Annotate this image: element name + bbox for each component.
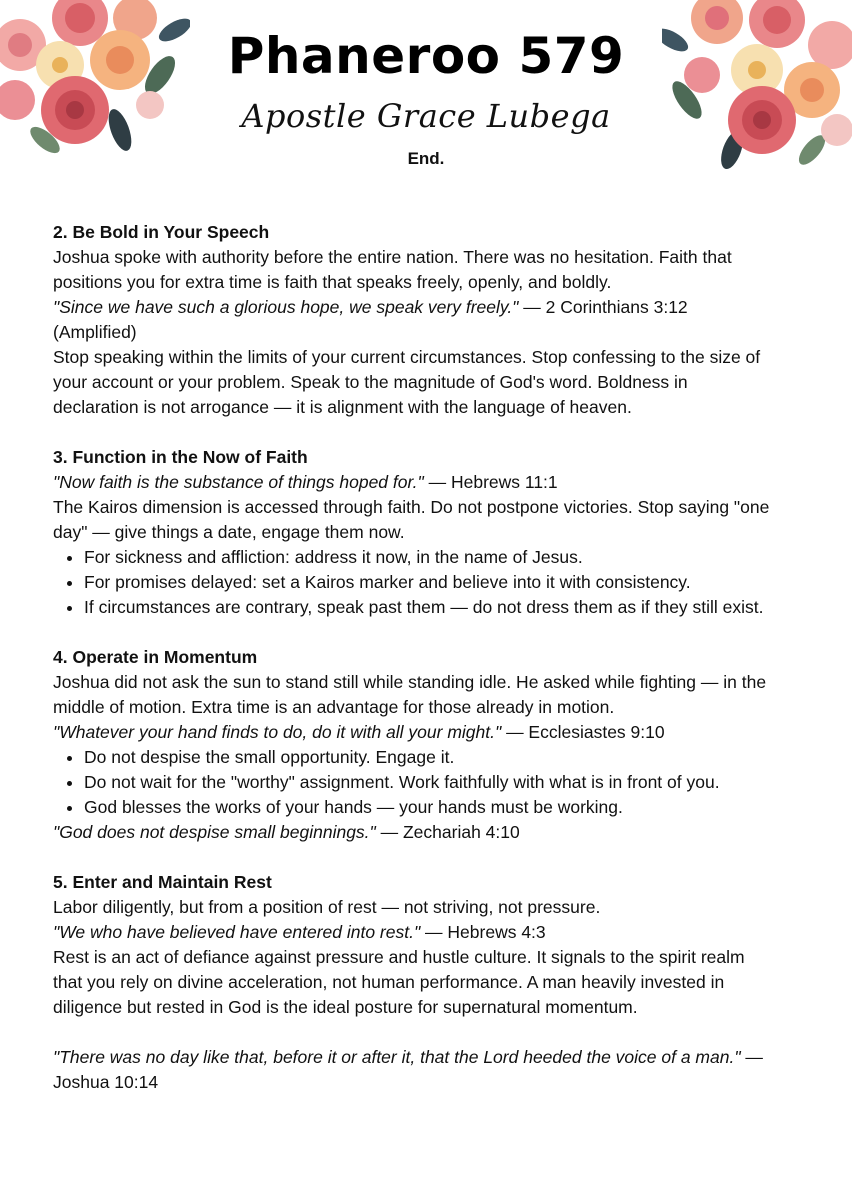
scripture-line	[53, 820, 773, 845]
bullet-list	[53, 745, 773, 820]
scripture-reference: — Zechariah 4:10	[375, 822, 520, 842]
list-item: • If circumstances are contrary, speak past them — do not dress them as if they still exist.	[84, 595, 773, 620]
scripture-reference: — Ecclesiastes 9:10	[501, 722, 665, 742]
author-signature: Apostle Grace Lubega	[241, 97, 611, 135]
scripture-line	[53, 920, 773, 945]
section-rest	[53, 870, 773, 1020]
section-now-of-faith	[53, 445, 773, 620]
section-heading: 2. Be Bold in Your Speech	[53, 222, 270, 242]
end-label: End.	[407, 149, 445, 168]
scripture-quote: "We who have believed have entered into rest."	[53, 922, 421, 942]
list-item: • Do not wait for the "worthy" assignment. Work faithfully with what is in front of you.	[84, 770, 773, 795]
scripture-quote: "Whatever your hand finds to do, do it with all your might."	[53, 722, 502, 742]
scripture-quote: "Now faith is the substance of things hoped for."	[53, 472, 424, 492]
header	[0, 26, 852, 170]
scripture-quote: "God does not despise small beginnings."	[53, 822, 376, 842]
paragraph: Stop speaking within the limits of your current circumstances. Stop confessing to the size of your account or your problem. Speak to the magnitude of God's word. Boldness in declaration is not arrogance — it is alignment with the language of heaven.	[53, 347, 761, 417]
document-body	[53, 220, 773, 1095]
section-bold-speech	[53, 220, 773, 420]
scripture-line	[53, 720, 773, 745]
list-item: • Do not despise the small opportunity. Engage it.	[84, 745, 773, 770]
scripture-line	[53, 470, 773, 495]
paragraph: The Kairos dimension is accessed through faith. Do not postpone victories. Stop saying "one day" — give things a date, engage them now.	[53, 497, 770, 542]
closing-scripture	[53, 1045, 773, 1095]
scripture-line	[53, 295, 773, 345]
scripture-reference: — Hebrews 4:3	[420, 922, 546, 942]
page-title: Phaneroo 579	[227, 27, 625, 85]
scripture-quote: "There was no day like that, before it or after it, that the Lord heeded the voice of a man."	[53, 1047, 741, 1067]
paragraph: Joshua spoke with authority before the entire nation. There was no hesitation. Faith that positions you for extra time is faith that speaks freely, openly, and boldly.	[53, 247, 732, 292]
paragraph: Labor diligently, but from a position of rest — not striving, not pressure.	[53, 897, 601, 917]
paragraph: Rest is an act of defiance against pressure and hustle culture. It signals to the spirit realm that you rely on divine acceleration, not human performance. A man heavily invested in diligence but rested in God is the ideal posture for supernatural momentum.	[53, 947, 745, 1017]
section-heading: 5. Enter and Maintain Rest	[53, 872, 272, 892]
scripture-quote: "Since we have such a glorious hope, we speak very freely."	[53, 297, 519, 317]
scripture-reference: — Hebrews 11:1	[423, 472, 558, 492]
list-item: • God blesses the works of your hands — your hands must be working.	[84, 795, 773, 820]
scripture-reference: — Joshua 10:14	[53, 1047, 763, 1092]
list-item: • For sickness and affliction: address it now, in the name of Jesus.	[84, 545, 773, 570]
scripture-reference: — 2 Corinthians 3:12 (Amplified)	[53, 297, 688, 342]
paragraph: Joshua did not ask the sun to stand still while standing idle. He asked while fighting — in the middle of motion. Extra time is an advantage for those already in motion.	[53, 672, 767, 717]
section-heading: 4. Operate in Momentum	[53, 647, 258, 667]
list-item: • For promises delayed: set a Kairos marker and believe into it with consistency.	[84, 570, 773, 595]
section-heading: 3. Function in the Now of Faith	[53, 447, 308, 467]
bullet-list	[53, 545, 773, 620]
section-momentum	[53, 645, 773, 845]
